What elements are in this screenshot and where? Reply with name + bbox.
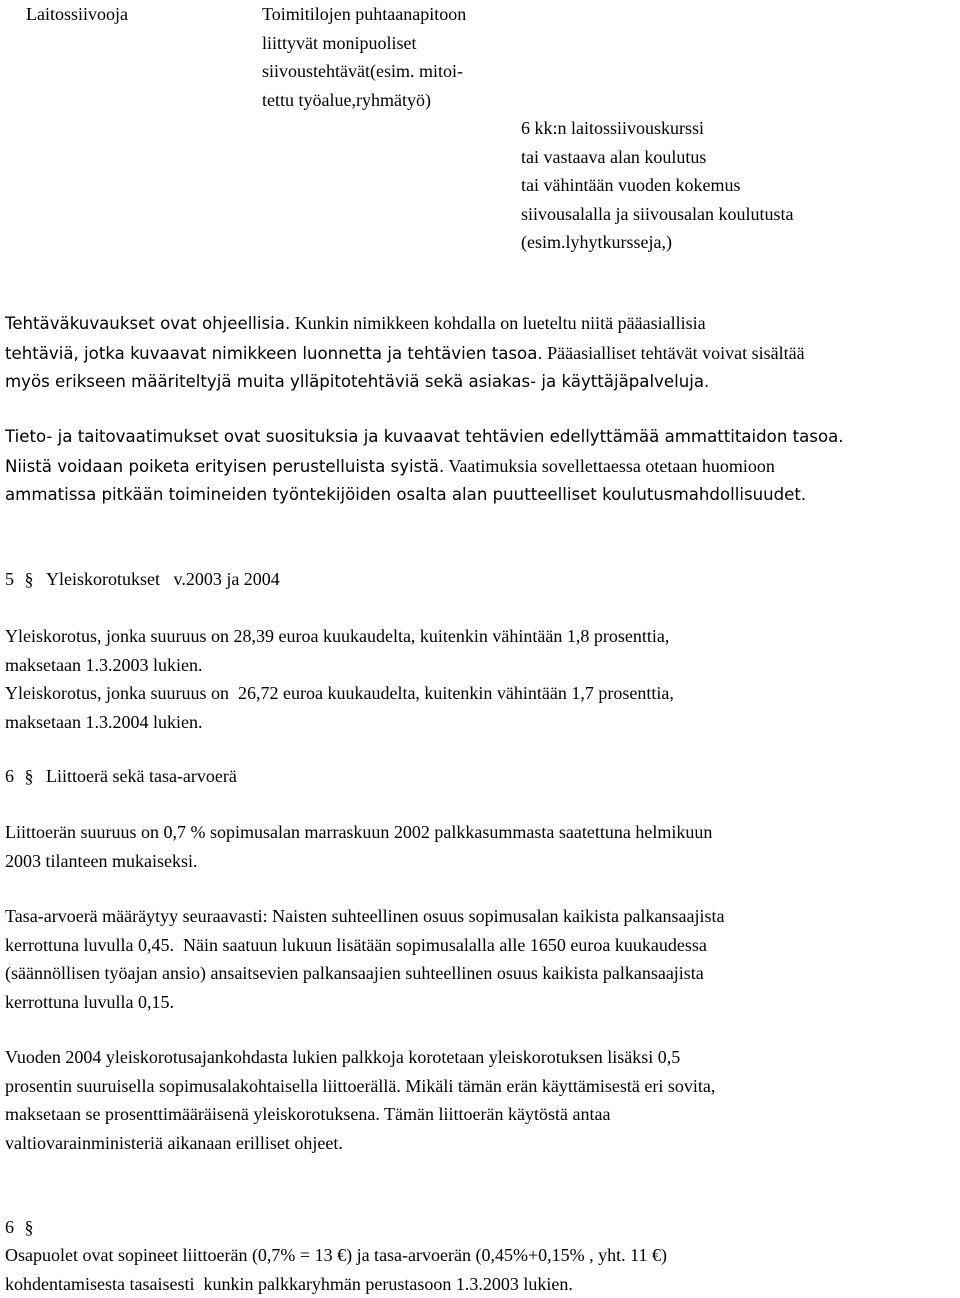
job-task-line: tettu työalue,ryhmätyö) (262, 86, 466, 115)
paragraph-line: Yleiskorotus, jonka suuruus on 26,72 euroa kuukaudelta, kuitenkin vähintään 1,7 prosenttia, (5, 679, 960, 708)
paragraph-line: kohdentamisesta tasaisesti kunkin palkkaryhmän perustasoon 1.3.2003 lukien. (5, 1270, 960, 1298)
paragraph-run: Kunkin nimikkeen kohdalla on lueteltu niitä pääasiallisia (290, 313, 705, 333)
paragraph-line: valtiovarainministeriä aikanaan erilliset ohjeet. (5, 1129, 960, 1158)
job-task-line: siivoustehtävät(esim. mitoi- (262, 57, 466, 86)
requirements-paragraph (5, 423, 960, 510)
paragraph-line: maksetaan se prosenttimääräisenä yleiskorotuksena. Tämän liittoerän käytöstä antaa (5, 1100, 960, 1129)
job-requirement-line: (esim.lyhytkursseja,) (521, 228, 793, 257)
section-symbol: § (25, 1217, 34, 1237)
paragraph-line: Tieto- ja taitovaatimukset ovat suosituksia ja kuvaavat tehtävien edellyttämää ammattitaidon tasoa. (5, 423, 960, 452)
job-task-line: Toimitilojen puhtaanapitoon (262, 0, 466, 29)
job-requirement-line: tai vähintään vuoden kokemus (521, 171, 793, 200)
allocation-paragraph (5, 1241, 960, 1298)
section-heading-5 (5, 565, 280, 594)
section-title: Liittoerä sekä tasa-arvoerä (46, 766, 237, 786)
paragraph-line (5, 452, 960, 482)
lump-sum-paragraph (5, 818, 960, 875)
paragraph-run: Pääasialliset tehtävät voivat sisältää (543, 343, 805, 363)
raise-2004-paragraph (5, 679, 960, 736)
section-title: Yleiskorotukset v.2003 ja 2004 (46, 569, 280, 589)
paragraph-line: ammatissa pitkään toimineiden työntekijöiden osalta alan puutteelliset koulutusmahdollisuudet. (5, 481, 960, 510)
paragraph-line: maksetaan 1.3.2004 lukien. (5, 708, 960, 737)
paragraph-line: Tasa-arvoerä määräytyy seuraavasti: Naisten suhteellinen osuus sopimusalan kaikista palkansaajista (5, 902, 960, 931)
job-requirements (521, 114, 793, 257)
paragraph-line: Liittoerän suuruus on 0,7 % sopimusalan marraskuun 2002 palkkasummasta saatettuna helmikuun (5, 818, 960, 847)
job-requirement-line: 6 kk:n laitossiivouskurssi (521, 114, 793, 143)
section-number: 6 (5, 1217, 14, 1237)
paragraph-run: Niistä voidaan poiketa erityisen perustelluista syistä. (5, 457, 444, 476)
paragraph-line (5, 309, 960, 339)
paragraph-run: Tehtäväkuvaukset ovat ohjeellisia. (5, 314, 290, 333)
paragraph-run: Vaatimuksia sovellettaessa otetaan huomioon (444, 456, 775, 476)
paragraph-line: Yleiskorotus, jonka suuruus on 28,39 euroa kuukaudelta, kuitenkin vähintään 1,8 prosenttia, (5, 622, 960, 651)
job-task-line: liittyvät monipuoliset (262, 29, 466, 58)
section-number: 6 (5, 766, 14, 786)
section-symbol: § (25, 766, 34, 786)
section-heading-6 (5, 762, 237, 791)
equality-paragraph (5, 902, 960, 1016)
job-requirement-line: tai vastaava alan koulutus (521, 143, 793, 172)
paragraph-line: (säännöllisen työajan ansio) ansaitsevien palkansaajien suhteellinen osuus kaikista palkansaajista (5, 959, 960, 988)
section-heading-6b (5, 1213, 34, 1242)
paragraph-line: kerrottuna luvulla 0,15. (5, 988, 960, 1017)
paragraph-line: prosentin suuruisella sopimusalakohtaisella liittoerällä. Mikäli tämän erän käyttämisestä eri sovita, (5, 1072, 960, 1101)
paragraph-line (5, 339, 960, 369)
job-title: Laitossiivooja (26, 0, 128, 29)
job-requirement-line: siivousalalla ja siivousalan koulutusta (521, 200, 793, 229)
paragraph-line: 2003 tilanteen mukaiseksi. (5, 847, 960, 876)
year-2004-paragraph (5, 1043, 960, 1157)
paragraph-line: Vuoden 2004 yleiskorotusajankohdasta lukien palkkoja korotetaan yleiskorotuksen lisäksi 0,5 (5, 1043, 960, 1072)
job-tasks (262, 0, 466, 114)
paragraph-line: Osapuolet ovat sopineet liittoerän (0,7% = 13 €) ja tasa-arvoerän (0,45%+0,15% , yht. 11 €) (5, 1241, 960, 1270)
paragraph-line: maksetaan 1.3.2003 lukien. (5, 651, 960, 680)
paragraph-run: tehtäviä, jotka kuvaavat nimikkeen luonnetta ja tehtävien tasoa. (5, 344, 543, 363)
paragraph-line: kerrottuna luvulla 0,45. Näin saatuun lukuun lisätään sopimusalalla alle 1650 euroa kuukaudessa (5, 931, 960, 960)
section-symbol: § (25, 569, 34, 589)
paragraph-line: myös erikseen määriteltyjä muita ylläpitotehtäviä sekä asiakas- ja käyttäjäpalveluja. (5, 368, 960, 397)
task-description-paragraph (5, 309, 960, 397)
raise-2003-paragraph (5, 622, 960, 679)
section-number: 5 (5, 569, 14, 589)
